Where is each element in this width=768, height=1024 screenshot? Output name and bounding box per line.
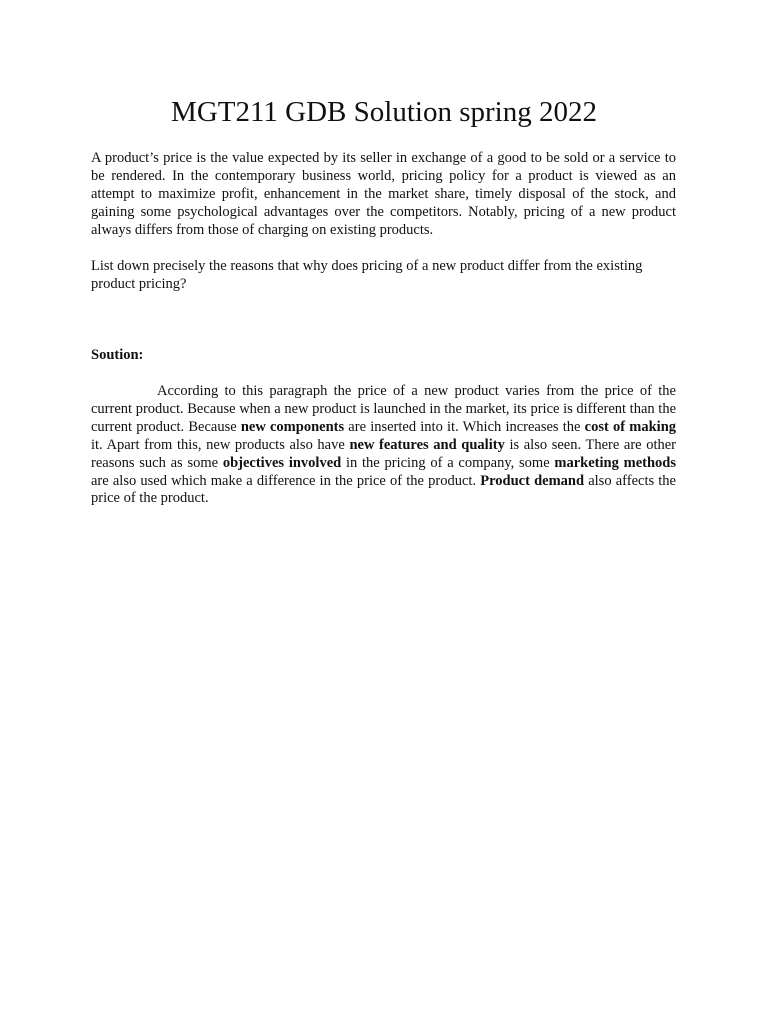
answer-bold-objectives: objectives involved (222, 454, 342, 471)
solution-label: Soution: (91, 347, 144, 363)
answer-bold-product-demand: Product demand (480, 472, 585, 489)
question-paragraph: List down precisely the reasons that why does pricing of a new product differ from the existing product pricing? (91, 258, 643, 292)
answer-text-6: are also used which make a difference in the price of the product. (91, 472, 481, 489)
answer-text-2: are inserted into it. Which increases the (344, 418, 585, 435)
answer-bold-cost-of-making: cost of making (584, 418, 677, 435)
answer-text-3: it. Apart from this, new products also have (91, 436, 350, 453)
answer-text-4: is also seen. There are other reasons such as some (91, 436, 676, 471)
document-title: MGT211 GDB Solution spring 2022 (171, 96, 597, 128)
answer-text-5: in the pricing of a company, some (341, 454, 555, 471)
answer-bold-marketing-methods: marketing methods (554, 454, 676, 471)
answer-text-7: also affects the price of the product. (91, 472, 676, 507)
answer-bold-new-features: new features and quality (349, 436, 505, 453)
answer-bold-new-components: new components (240, 418, 345, 435)
intro-paragraph: A product’s price is the value expected by its seller in exchange of a good to be sold or a service to be rendered. In the contemporary business world, pricing policy for a product is viewed as an attempt to maximize profit, enhancement in the market share, timely disposal of the stock, and gaining some psychological advantages over the competitors. Notably, pricing of a new product always differs from those of charging on existing products. (91, 150, 676, 238)
answer-paragraph (91, 383, 676, 508)
answer-text-1: According to this paragraph the price of a new product varies from the price of the current product. Because when a new product is launched in the market, its price is different than the current product. Because (91, 383, 676, 435)
